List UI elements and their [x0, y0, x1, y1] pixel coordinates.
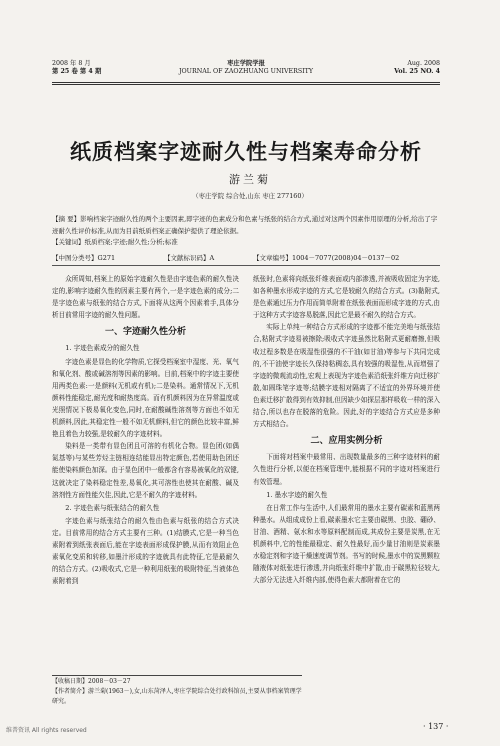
body-paragraph: 字迹色素是显色的化学物质,它探受档案室中湿度、光、氧气和氧化剂、酸或碱溶剂等因素的影响。目前,档案中的字迹主要使用两类色素:一是颜料(无机或有机);二是染料。通常情况下,无机颜料性能稳定,耐光度和耐热度高。而有机颜料因为在异常温度或光照情况下极易氧化变色,同时,在耐酸碱性溶剂等方面也不如无机颜料,因此,其稳定性一般不如无机颜料,但它的颜色比较丰富,鲜艳且着色力较强,是较耐久的字迹材料。: [52, 357, 239, 439]
body-paragraph: 在日常工作与生活中,人们最常用的墨水主要有碳素和蓝黑两种墨水。从组成成份上看,碳素墨水它主要由碳黑、虫胶、硼砂、甘油、酒精、氨水和水等原料配制而成,其成份主要是炭黑,在无机颜料中,它的性能最稳定、耐久性最好,而少量甘油则是炭素墨水稳定剂和字迹干燥速度调节剂。书写的时候,墨水中的炭黑颗粒随液体对纸张进行渗透,并向纸张纤维中扩散,由于碳黑粒径较大,大部分无法进入纤维内部,使得色素大都附着在它的: [253, 503, 440, 585]
author-bio: 【作者简介】游兰菊(1963－),女,山东菏泽人,枣庄学院综合处行政科馆员,主要从事档案管理学研究。: [52, 688, 302, 705]
subsection-heading: 2. 字迹色素与纸张结合的耐久性: [65, 503, 160, 512]
right-column: [253, 273, 440, 586]
section-heading-1: 一、字迹耐久性分析: [104, 327, 186, 338]
page-number: · 137 ·: [423, 722, 449, 731]
body-paragraph: 染料是一类带有显色团且可溶的有机化合物。显色团(如偶氮基等)与某些芳烃主链相连结能显出特定颜色,若使用助色团还能使染料颜色加深。由于显色团中一般都含有容易被氧化的双键,这就决定了染料稳定性差,易氧化,其可溶性也使其在耐酸、碱及溶剂性方面性能欠佳,因此,它是不耐久的字迹材料。: [52, 442, 239, 499]
subsection-heading: 1. 字迹色素成分的耐久性: [65, 344, 140, 353]
left-column: [52, 273, 239, 587]
subsection-heading: 1. 墨水字迹的耐久性: [266, 490, 328, 499]
abstract-text: 【摘 要】影响档案字迹耐久性的两个主要因素,即字迹的色素成分和色素与纸张的结合方式,通过对这两个因素作用原理的分析,给出了字迹耐久性评价标准,从而为目前纸质档案正确保护提供了理论依据。: [52, 215, 438, 235]
header-journal-en: JOURNAL OF ZAOZHUANG UNIVERSITY: [178, 68, 313, 75]
header-center: [52, 60, 440, 76]
article-title: 纸质档案字迹耐久性与档案寿命分析: [70, 140, 422, 164]
header-date-cn: 2008 年 8 月: [52, 60, 91, 67]
header-volume-en: Vol. 25 NO. 4: [394, 68, 440, 75]
document-code: 【文献标识码】A: [164, 254, 215, 262]
body-paragraph: 实际上单纯一种结合方式形成的字迹都不能完美地与纸张结合,粘附式字迹易被擦除;吸收式字迹虽然比粘附式更耐磨擦,但吸收过程多数是在吸湿性很强的不干油(如甘油)等参与下共同完成的,不干油使字迹长久保持粘稠态,具有较强的吸湿性,从而增强了字迹的微观流动性,宏观上表现为字迹色素沿纸张纤维方向迁移扩散,如圆珠笔字迹等;结膜字迹相对隔离了不适宜的外界环境并使色素迁移扩散得到有效抑制,但因缺少如探层那样吸收一样的深入结合,所以也存在脱落的危险。因此,好的字迹结合方式应是多种方式相结合。: [253, 323, 440, 429]
body-paragraph: 下面将对档案中最常用、出现数量最多的三种字迹材料的耐久性进行分析,以便在档案管理中,能根据不同的字迹对档案进行有效管理。: [253, 453, 440, 486]
received-date: 【收稿日期】2008－03－27: [52, 678, 131, 685]
section-heading-2: 二、应用实例分析: [310, 436, 383, 447]
header-right: [394, 60, 440, 76]
article-number: 【文章编号】1004－7077(2008)04－0137－02: [253, 254, 400, 262]
header-journal-cn: 枣庄学院学报: [227, 60, 265, 67]
footnote-block: [52, 675, 302, 707]
header-volume-cn: 第 25 卷 第 4 期: [52, 68, 102, 75]
header-date-en: Aug. 2008: [407, 60, 440, 67]
clc-number: 【中图分类号】G271: [52, 254, 116, 262]
author-affiliation: （枣庄学院 综合处,山东 枣庄 277160）: [192, 192, 308, 200]
header-rule-thin: [52, 82, 440, 83]
body-paragraph: 纸张时,色素将向纸张纤维表面或内部渗透,并被吸收固定为字迹,如各种墨水形成字迹的方式,它是较耐久的结合方式。(3)黏附式,是色素通过压力作用而简单附着在纸张表面而形成字迹的方式,由于这种方式字迹容易脱落,因此它是最不耐久的结合方式。: [253, 275, 440, 320]
header-rule-thick: [52, 84, 440, 85]
running-header: [52, 60, 440, 82]
article-author: 游兰菊: [229, 173, 271, 186]
intro-paragraph: 众所周知,档案上的原始字迹耐久性是由字迹色素的耐久性决定的,影响字迹耐久性的因素主要有两个,一是字迹色素的成分;二是字迹色素与纸张的结合方式,下面将从这两个因素着手,具体分析目前常用字迹的耐久性问题。: [52, 275, 239, 320]
body-paragraph: 字迹色素与纸张结合的耐久性由色素与纸张的结合方式决定。目前常用的结合方式主要有三种。(1)结膜式,它是一种当色素附着到纸张表面后,能在字迹表面形成保护膜,从而有效阻止色素氧化变质和转移,如墨汁形成的字迹就具有此特征,它是最耐久的结合方式。(2)吸收式,它是一种利用纸张的吸附特征,当液体色素附着到: [52, 516, 239, 586]
watermark-text: 维普资讯 All rights reserved: [6, 727, 87, 734]
abstract-block: [52, 214, 440, 249]
keywords-text: 【关键词】纸质档案;字迹;耐久性;分析;标准: [52, 238, 178, 246]
classification-line: [52, 253, 440, 266]
